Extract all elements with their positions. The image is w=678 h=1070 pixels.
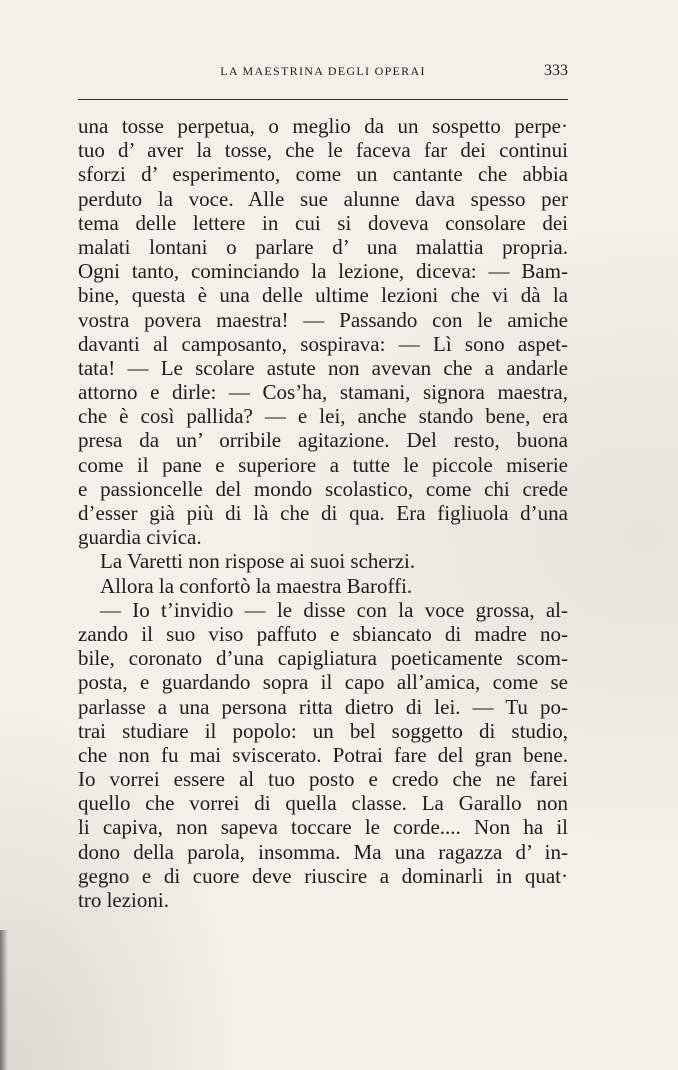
text-line: una tosse perpetua, o meglio da un sospetto perpe· [78, 114, 568, 138]
text-line: bile, coronato d’una capigliatura poeticamente scom- [78, 646, 568, 671]
text-line: trai studiare il popolo: un bel soggetto di studio, [78, 718, 568, 743]
text-line: dono della parola, insomma. Ma una ragazza d’ in- [78, 839, 568, 864]
text-line: che è così pallida? — e lei, anche stando bene, era [78, 404, 568, 429]
text-line: presa da un’ orribile agitazione. Del resto, buona [78, 428, 568, 453]
body-text [78, 114, 568, 912]
text-line: zando il suo viso paffuto e sbiancato di madre no- [78, 621, 568, 646]
text-line: davanti al camposanto, sospirava: — Lì sono aspet- [78, 331, 568, 356]
text-line: vostra povera maestra! — Passando con le amiche [78, 307, 568, 332]
text-line: e passioncelle del mondo scolastico, come chi crede [78, 476, 568, 501]
text-line: quello che vorrei di quella classe. La Garallo non [78, 791, 568, 816]
text-line: tuo d’ aver la tosse, che le faceva far dei continui [78, 138, 568, 163]
text-line: che non fu mai sviscerato. Potrai fare del gran bene. [78, 742, 568, 767]
text-line: Allora la confortò la maestra Baroffi. [100, 573, 413, 598]
text-line: gegno e di cuore deve riuscire a dominarli in quat· [78, 863, 568, 888]
header-rule [78, 99, 568, 100]
text-line: tata! — Le scolare astute non avevan che a andarle [78, 355, 568, 380]
text-line: li capiva, non sapeva toccare le corde.... Non ha il [78, 815, 568, 840]
text-line: sforzi d’ esperimento, come un cantante che abbia [78, 162, 568, 187]
text-line: malati lontani o parlare d’ una malattia propria. [78, 234, 568, 259]
text-line: — Io t’invidio — le disse con la voce grossa, al- [100, 597, 568, 622]
text-line: perduto la voce. Alle sue alunne dava spesso per [78, 186, 568, 211]
text-line: come il pane e superiore a tutte le piccole miserie [78, 452, 568, 477]
text-line: parlasse a una persona ritta dietro di lei. — Tu po- [78, 694, 568, 719]
running-title: LA MAESTRINA DEGLI OPERAI [220, 64, 426, 78]
running-head [78, 62, 568, 84]
text-line: tro lezioni. [78, 888, 169, 912]
page-edge-shadow [0, 930, 8, 1070]
text-line: Ogni tanto, cominciando la lezione, diceva: — Bam- [78, 259, 568, 284]
text-line: posta, e guardando sopra il capo all’amica, come se [78, 670, 568, 695]
text-line: bine, questa è una delle ultime lezioni che vi dà la [78, 283, 568, 308]
text-line: tema delle lettere in cui si doveva consolare dei [78, 210, 568, 235]
text-line: d’esser già più di là che di qua. Era figliuola d’una [78, 501, 568, 525]
text-line: attorno e dirle: — Cos’ha, stamani, signora maestra, [78, 380, 568, 405]
text-line: Io vorrei essere al tuo posto e credo che ne farei [78, 767, 568, 792]
text-line: guardia civica. [78, 525, 202, 550]
page-number: 333 [544, 62, 568, 79]
text-line: La Varetti non rispose ai suoi scherzi. [100, 549, 416, 574]
